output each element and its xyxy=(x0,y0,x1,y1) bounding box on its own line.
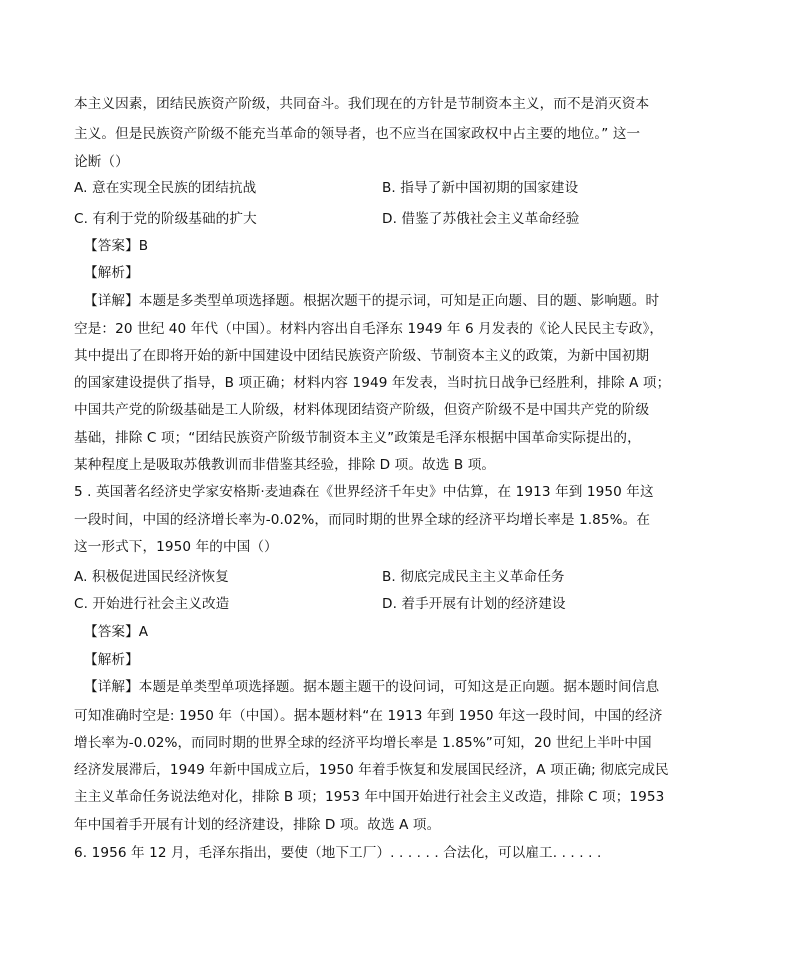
q4-option-d: D. 借鉴了苏俄社会主义革命经验 xyxy=(382,211,580,227)
q5-answer: 【答案】A xyxy=(84,624,149,640)
q5-stem-line-3: 这一形式下，1950 年的中国（） xyxy=(74,539,278,555)
q5-option-a: A. 积极促进国民经济恢复 xyxy=(74,569,229,585)
q5-detail-line-4: 经济发展滞后，1949 年新中国成立后，1950 年着手恢复和发展国民经济，A 项正确; 彻底完成民 xyxy=(74,762,669,778)
q5-stem-line-2: 一段时间，中国的经济增长率为-0.02%，而同时期的世界全球的经济平均增长率是 1.85%。在 xyxy=(74,512,651,528)
q4-detail-line-3: 其中提出了在即将开始的新中国建设中团结民族资产阶级、节制资本主义的政策，为新中国初期 xyxy=(74,348,650,364)
q5-detail-line-6: 年中国着手开展有计划的经济建设，排除 D 项。故选 A 项。 xyxy=(74,817,441,833)
q4-detail-line-4: 的国家建设提供了指导，B 项正确；材料内容 1949 年发表，当时抗日战争已经胜利，排除 A 项； xyxy=(74,375,671,391)
q4-detail-line-1: 【详解】本题是多类型单项选择题。根据次题干的提示词，可知是正向题、目的题、影响题。时 xyxy=(84,293,660,309)
q5-detail-line-2: 可知准确时空是: 1950 年（中国）。据本题材料“在 1913 年到 1950 年这一段时间，中国的经济 xyxy=(74,708,663,724)
q4-detail-line-7: 某种程度上是吸取苏俄教训而非借鉴其经验，排除 D 项。故选 B 项。 xyxy=(74,457,496,473)
q4-stem-line-3: 论断（） xyxy=(74,154,129,170)
q4-analysis-label: 【解析】 xyxy=(84,265,139,281)
q4-stem-line-2: 主义。但是民族资产阶级不能充当革命的领导者，也不应当在国家政权中占主要的地位。” 这一 xyxy=(74,126,641,142)
q4-option-a: A. 意在实现全民族的团结抗战 xyxy=(74,180,257,196)
q6-stem-line-1: 6. 1956 年 12 月，毛泽东指出，要使（地下工厂）. . . . . . 合法化，可以雇工. . . . . . xyxy=(74,845,602,861)
q4-option-c: C. 有利于党的阶级基础的扩大 xyxy=(74,211,257,227)
q4-answer: 【答案】B xyxy=(84,238,149,254)
q5-option-d: D. 着手开展有计划的经济建设 xyxy=(382,596,566,612)
q4-detail-line-2: 空是：20 世纪 40 年代（中国）。材料内容出自毛泽东 1949 年 6 月发表的《论人民民主专政》， xyxy=(74,321,664,337)
q4-detail-line-6: 基础，排除 C 项；“团结民族资产阶级节制资本主义”政策是毛泽东根据中国革命实际提出的， xyxy=(74,430,641,446)
q4-option-b: B. 指导了新中国初期的国家建设 xyxy=(382,180,579,196)
q5-detail-line-3: 增长率为-0.02%，而同时期的世界全球的经济平均增长率是 1.85%”可知，20 世纪上半叶中国 xyxy=(74,735,652,751)
q4-detail-line-5: 中国共产党的阶级基础是工人阶级，材料体现团结资产阶级，但资产阶级不是中国共产党的阶级 xyxy=(74,402,650,418)
q5-option-b: B. 彻底完成民主主义革命任务 xyxy=(382,569,565,585)
q5-analysis-label: 【解析】 xyxy=(84,652,139,668)
q4-stem-line-1: 本主义因素，团结民族资产阶级，共同奋斗。我们现在的方针是节制资本主义，而不是消灭资本 xyxy=(74,96,650,112)
q5-detail-line-5: 主主义革命任务说法绝对化，排除 B 项；1953 年中国开始进行社会主义改造，排除 C 项；1953 xyxy=(74,789,665,805)
q5-detail-line-1: 【详解】本题是单类型单项选择题。据本题主题干的设问词，可知这是正向题。据本题时间信息 xyxy=(84,679,660,695)
q5-option-c: C. 开始进行社会主义改造 xyxy=(74,596,230,612)
q5-stem-line-1: 5 . 英国著名经济史学家安格斯·麦迪森在《世界经济千年史》中估算，在 1913 年到 1950 年这 xyxy=(74,484,654,500)
